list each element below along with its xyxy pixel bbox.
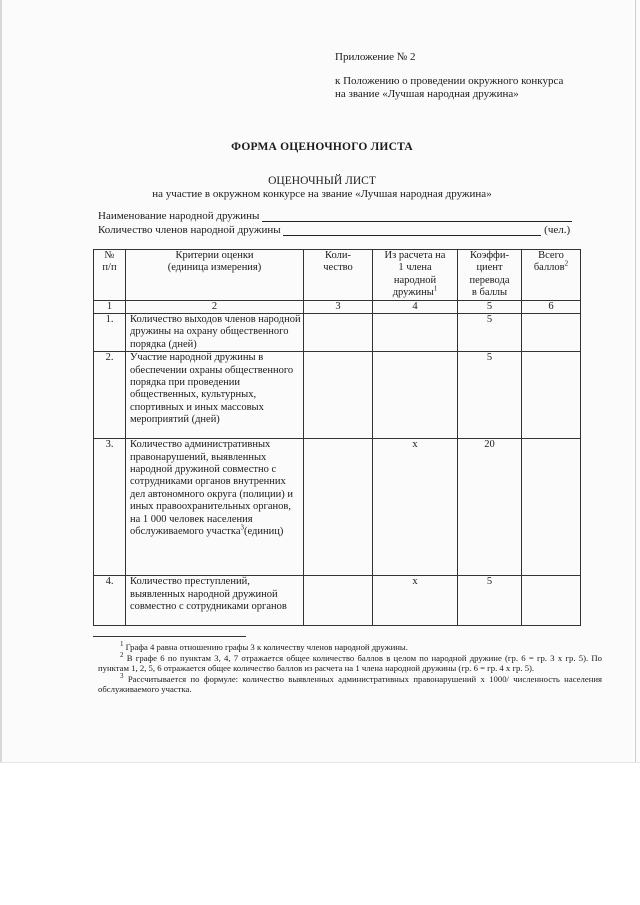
total-cell (522, 439, 581, 576)
footnote-1: $^1$ Графа 4 равна отношению графы 3 к количеству членов народной дружины. (120, 640, 408, 652)
table-row (94, 314, 581, 352)
total-cell (522, 314, 581, 352)
criterion-text: Количество выходов членов народной дружины на охрану общественного порядка (дней) (126, 314, 304, 352)
header-coefficient: Коэффи- циент перевода в баллы (458, 250, 522, 301)
sheet-title: ОЦЕНОЧНЫЙ ЛИСТ (268, 175, 376, 187)
total-cell (522, 576, 581, 626)
column-number: 1 (94, 300, 126, 313)
appendix-header (335, 51, 563, 101)
coefficient-cell: 5 (458, 314, 522, 352)
row-number: 2. (94, 352, 126, 439)
coefficient-cell: 5 (458, 576, 522, 626)
footnote-2: $^2$ В графе 6 по пунктам 3, 4, 7 отражается общее количество баллов в целом по народной дружине (гр. 6 = гр. 3 х гр. 5). По пунктам 1, 2, 5, 6 отражается общее количество баллов из расчета на 1 члена народной дружины (гр. 6 = гр. 4 х гр. 5). (98, 650, 602, 674)
header-num: № п/п (94, 250, 126, 301)
row-number: 1. (94, 314, 126, 352)
footnote-3: $^3$ Рассчитывается по формуле: количество выявленных административных правонарушений х 1000/ численность населения обслуживаемого участка. (98, 671, 602, 695)
per-member-cell: х (373, 439, 458, 576)
criterion-text: Количество преступлений, выявленных народной дружиной совместно с сотрудниками органов (126, 576, 304, 626)
criterion-text: Количество административных правонарушений, выявленных народной дружиной совместно с сотрудниками органов внутренних дел автономного округа (полиции) и иных правоохранительных органов, на 1 000 человек населения обслуживаемого участка$^3$(единиц) (126, 439, 304, 576)
column-number: 2 (126, 300, 304, 313)
quantity-cell (304, 576, 373, 626)
table-row (94, 439, 581, 576)
form-title: ФОРМА ОЦЕНОЧНОГО ЛИСТА (231, 141, 413, 153)
team-name-line (262, 211, 572, 222)
per-member-cell (373, 314, 458, 352)
appendix-number: Приложение № 2 (335, 51, 416, 63)
column-number: 5 (458, 300, 522, 313)
header-criteria: Критерии оценки (единица измерения) (126, 250, 304, 301)
per-member-cell: х (373, 576, 458, 626)
header-per-member: Из расчета на 1 члена народной дружины$^1$ (373, 250, 458, 301)
members-count-unit: (чел.) (544, 224, 571, 236)
footnotes (98, 642, 602, 695)
page-bottom-edge (0, 762, 640, 763)
criterion-text: Участие народной дружины в обеспечении охраны общественного порядка при проведении общественных, культурных, спортивных и иных массовых мероприятий (дней) (126, 352, 304, 439)
row-number: 4. (94, 576, 126, 626)
members-count-label: Количество членов народной дружины (98, 224, 281, 236)
row-number: 3. (94, 439, 126, 576)
team-name-label: Наименование народной дружины (98, 210, 260, 222)
scan-edge (635, 0, 636, 762)
quantity-cell (304, 352, 373, 439)
header-total: Всего баллов$^2$ (522, 250, 581, 301)
column-number-row (94, 300, 581, 313)
members-count-line (283, 225, 541, 236)
column-number: 6 (522, 300, 581, 313)
sheet-subtitle: на участие в окружном конкурсе на звание «Лучшая народная дружина» (152, 188, 492, 200)
coefficient-cell: 5 (458, 352, 522, 439)
members-count-field (98, 224, 570, 236)
quantity-cell (304, 314, 373, 352)
header-quantity: Коли- чество (304, 250, 373, 301)
appendix-reference-line1: к Положению о проведении окружного конкурса (335, 75, 564, 87)
table-row (94, 576, 581, 626)
quantity-cell (304, 439, 373, 576)
column-number: 3 (304, 300, 373, 313)
table-row (94, 352, 581, 439)
per-member-cell (373, 352, 458, 439)
team-name-field (98, 210, 572, 222)
appendix-reference-line2: на звание «Лучшая народная дружина» (335, 88, 519, 100)
coefficient-cell: 20 (458, 439, 522, 576)
total-cell (522, 352, 581, 439)
evaluation-table (93, 249, 581, 626)
table-header-row (94, 250, 581, 301)
column-number: 4 (373, 300, 458, 313)
footnote-divider (93, 636, 246, 637)
